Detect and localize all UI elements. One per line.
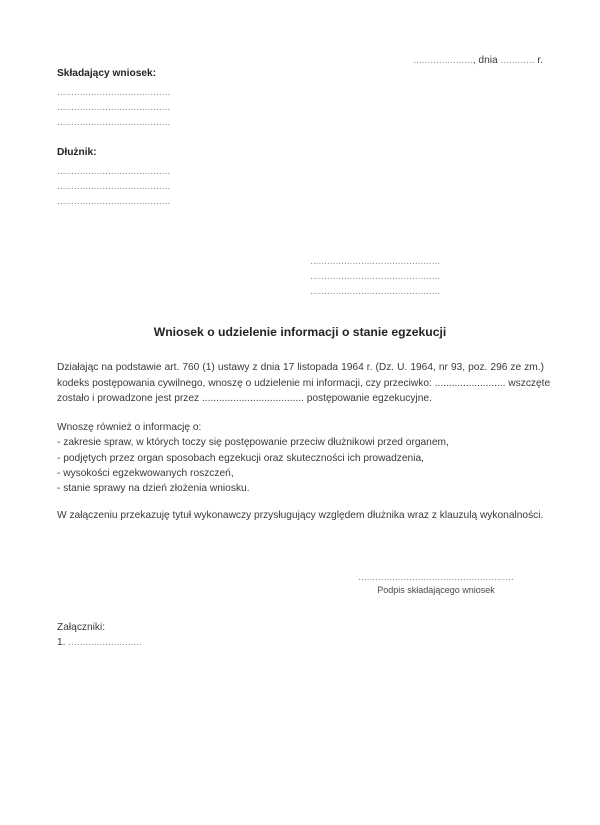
signature-fill-line: .......................................................: [358, 572, 514, 583]
date-line: [413, 55, 543, 66]
date-blank: ............: [500, 55, 535, 66]
applicant-fill-line: ........................................: [57, 87, 171, 98]
attachments-label: Załączniki:: [57, 622, 106, 633]
addressee-section: [310, 254, 440, 299]
request-section: [57, 420, 544, 496]
attachment-item: [57, 637, 142, 648]
attachment-number: 1.: [57, 637, 66, 648]
addressee-fill-line: ..............................................: [310, 256, 441, 267]
request-item: - podjętych przez organ sposobach egzekucji oraz skuteczności ich prowadzenia,: [57, 452, 424, 464]
applicant-label: Składający wniosek:: [57, 68, 157, 79]
opening-paragraph: [57, 360, 551, 407]
request-item: - wysokości egzekwowanych roszczeń,: [57, 467, 234, 479]
signature-section: [357, 572, 515, 595]
paragraph-line: Działając na podstawie art. 760 (1) ustawy z dnia 17 listopada 1964 r. (Dz. U. 1964, nr 93, poz. 296 ze zm.): [57, 362, 544, 373]
document-title: Wniosek o udzielenie informacji o stanie egzekucji: [153, 325, 447, 339]
paragraph-line: zostało i prowadzone jest przez .................................... postępowanie egzekucyjne.: [57, 393, 432, 404]
debtor-label: Dłużnik:: [57, 147, 97, 158]
paragraph-line: kodeks postępowania cywilnego, wnoszę o udzielenie mi informacji, czy przeciwko: ......................... wszczęte: [57, 377, 551, 389]
place-blank: .....................: [413, 55, 473, 66]
attachment-blank: ..........................: [68, 637, 142, 648]
applicant-fill-line: ........................................: [57, 117, 171, 128]
signature-caption: Podpis składającego wniosek: [377, 585, 495, 595]
request-item: - stanie sprawy na dzień złożenia wniosku.: [57, 483, 250, 495]
closing-paragraph: W załączeniu przekazuję tytuł wykonawczy przysługujący względem dłużnika wraz z klauzulą wykonalności.: [57, 510, 544, 521]
applicant-section: [57, 85, 170, 130]
applicant-fill-line: ........................................: [57, 102, 171, 113]
debtor-fill-line: ........................................: [57, 196, 171, 207]
date-suffix: r.: [534, 55, 543, 66]
date-word: , dnia: [472, 55, 501, 66]
debtor-section: [57, 164, 170, 209]
addressee-fill-line: ..............................................: [310, 286, 441, 297]
addressee-fill-line: ..............................................: [310, 271, 441, 282]
request-item: - zakresie spraw, w których toczy się postępowanie przeciw dłużnikowi przed organem,: [57, 437, 449, 449]
debtor-fill-line: ........................................: [57, 166, 171, 177]
debtor-fill-line: ........................................: [57, 181, 171, 192]
request-intro: Wnoszę również o informację o:: [57, 422, 202, 433]
